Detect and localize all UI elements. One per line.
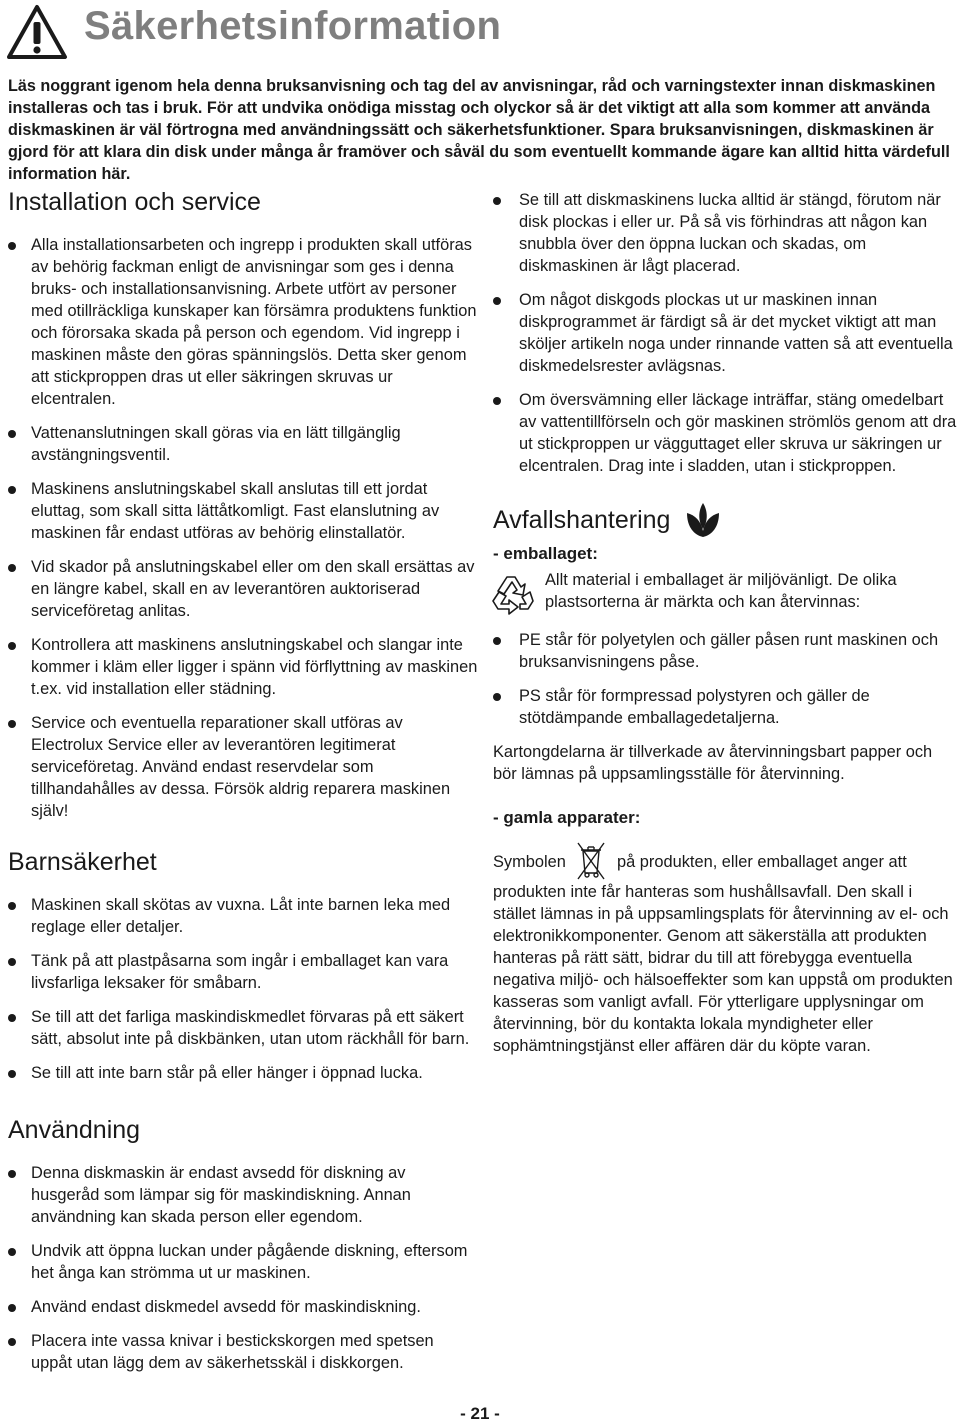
crossed-out-bin-icon: [574, 839, 608, 881]
warning-triangle-icon: [6, 4, 68, 60]
right-column: [493, 189, 958, 1057]
anvandning-heading: Användning: [8, 1116, 141, 1144]
list-item: Maskinen skall skötas av vuxna. Låt inte barnen leka med reglage eller detaljer.: [8, 894, 478, 938]
left-column: [8, 186, 478, 1374]
avfall-list: [493, 629, 958, 729]
list-item: Maskinens anslutningskabel skall anslutas till ett jordat eluttag, som skall sitta lättåtkomligt. Fast elanslutning av maskinen får endast utföras av behörig elinstallatör.: [8, 478, 478, 544]
intro-paragraph: Läs noggrant igenom hela denna bruksanvisning och tag del av anvisningar, råd och varningstexter innan diskmaskinen installeras och tas i bruk. För att undvika onödiga misstag och olyckor så är det viktigt att alla som kommer att använda diskmaskinen är väl förtrogna med användningssätt och säkerhetsfunktioner. Spara bruksanvisningen, diskmaskinen är gjord för att klara din disk under många år framöver och såväl du som eventuellt kommande ägare kan alltid hitta värdefull information här.: [8, 77, 950, 183]
symbol-after-text: på produkten, eller emballaget anger att produkten inte får hanteras som hushållsavfall. Den skall i stället lämnas in på uppsamlingsplats för återvinning av el- och elektronikkomponenter. Genom att säkerställa att produkten hanteras på rätt sätt, bidrar du till att förebygga eventuella negativa miljö- och hälsoeffekter som kan uppstå om produkten kasseras som vanligt avfall. För ytterligare upplysningar om återvinning, bör du kontakta lokala myndigheter eller sophämtningstjänst eller affären där du köpte varan.: [493, 853, 953, 1055]
list-item: Använd endast diskmedel avsedd för maskindiskning.: [8, 1296, 478, 1318]
list-item: Kontrollera att maskinens anslutningskabel och slangar inte kommer i kläm eller ligger i spänn vid förflyttning av maskinen t.ex. vid installation eller städning.: [8, 634, 478, 700]
installation-list: [8, 234, 478, 822]
leaf-icon: [684, 501, 722, 539]
symbol-before-text: Symbolen: [493, 853, 566, 871]
recycle-icon: [489, 571, 537, 617]
gamla-apparater-text: [493, 839, 958, 1057]
list-item: Om översvämning eller läckage inträffar, stäng omedelbart av vattentillförseln och gör maskinen strömlös genom att dra ut stickproppen ur vägguttaget eller skruva ur säkringen ur elcentralen. Drag inte i sladden, utan i stickproppen.: [493, 389, 958, 477]
emballage-text: Allt material i emballaget är miljövänligt. De olika plastsorterna är märkta och kan återvinnas:: [545, 571, 897, 611]
list-item: Denna diskmaskin är endast avsedd för diskning av husgeråd som lämpar sig för maskindiskning. Annan användning kan skada person eller egendom.: [8, 1162, 478, 1228]
list-item: Placera inte vassa knivar i bestickskorgen med spetsen uppåt utan lägg dem av säkerhetsskäl i diskkorgen.: [8, 1330, 478, 1374]
anvandning-list: [8, 1162, 478, 1374]
list-item: Undvik att öppna luckan under pågående diskning, eftersom het ånga kan strömma ut ur maskinen.: [8, 1240, 478, 1284]
avfall-heading: Avfallshantering: [493, 506, 671, 534]
list-item: Se till att diskmaskinens lucka alltid är stängd, förutom när disk plockas i eller ur. På så vis förhindras att någon kan snubbla över den öppna luckan och skadas, om diskmaskinen är lågt placerad.: [493, 189, 958, 277]
kartong-text: Kartongdelarna är tillverkade av återvinningsbart papper och bör lämnas på uppsamlingsställe för återvinning.: [493, 743, 933, 783]
emballage-label: - emballaget:: [493, 544, 598, 563]
list-item: Vid skador på anslutningskabel eller om den skall ersättas av en längre kabel, skall en av leverantören auktoriserad serviceföretag anlitas.: [8, 556, 478, 622]
list-item: Se till att det farliga maskindiskmedlet förvaras på ett säkert sätt, absolut inte på diskbänken, utan utom räckhåll för barn.: [8, 1006, 478, 1050]
list-item: Tänk på att plastpåsarna som ingår i emballaget kan vara livsfarliga leksaker för småbarn.: [8, 950, 478, 994]
list-item: Vattenanslutningen skall göras via en lätt tillgänglig avstängningsventil.: [8, 422, 478, 466]
barnsakerhet-heading: Barnsäkerhet: [8, 848, 157, 876]
list-item: Service och eventuella reparationer skall utföras av Electrolux Service eller av leverantören legitimerat serviceföretag. Använd endast reservdelar som tillhandahålles av dessa. Försök aldrig reparera maskinen själv!: [8, 712, 478, 822]
barnsakerhet-list: [8, 894, 478, 1084]
list-item: Om något diskgods plockas ut ur maskinen innan diskprogrammet är färdigt så är det mycket viktigt att man sköljer artikeln noga under rinnande vatten så att eventuella diskmedelsrester avlägsnas.: [493, 289, 958, 377]
list-item: Se till att inte barn står på eller hänger i öppnad lucka.: [8, 1062, 478, 1084]
page-title: Säkerhetsinformation: [84, 4, 502, 48]
list-item: Alla installationsarbeten och ingrepp i produkten skall utföras av behörig fackman enligt de anvisningar som ges i denna bruks- och installationsanvisning. Arbete utfört av personer med otillräckliga kunskaper kan försämra produktens funktion och förorsaka skada på person och egendom. Vid ingrepp i maskinen måste den göras spänningslös. Detta sker genom att stickproppen dras ut eller säkringen skruvas ur elcentralen.: [8, 234, 478, 410]
installation-heading: Installation och service: [8, 188, 261, 216]
list-item: PS står för formpressad polystyren och gäller de stötdämpande emballagedetaljerna.: [493, 685, 958, 729]
gamla-apparater-label: - gamla apparater:: [493, 808, 641, 827]
emballage-block: [493, 569, 958, 613]
avfall-heading-row: [493, 501, 958, 539]
page-number: - 21 -: [460, 1404, 500, 1423]
list-item: PE står för polyetylen och gäller påsen runt maskinen och bruksanvisningens påse.: [493, 629, 958, 673]
right-list: [493, 189, 958, 477]
